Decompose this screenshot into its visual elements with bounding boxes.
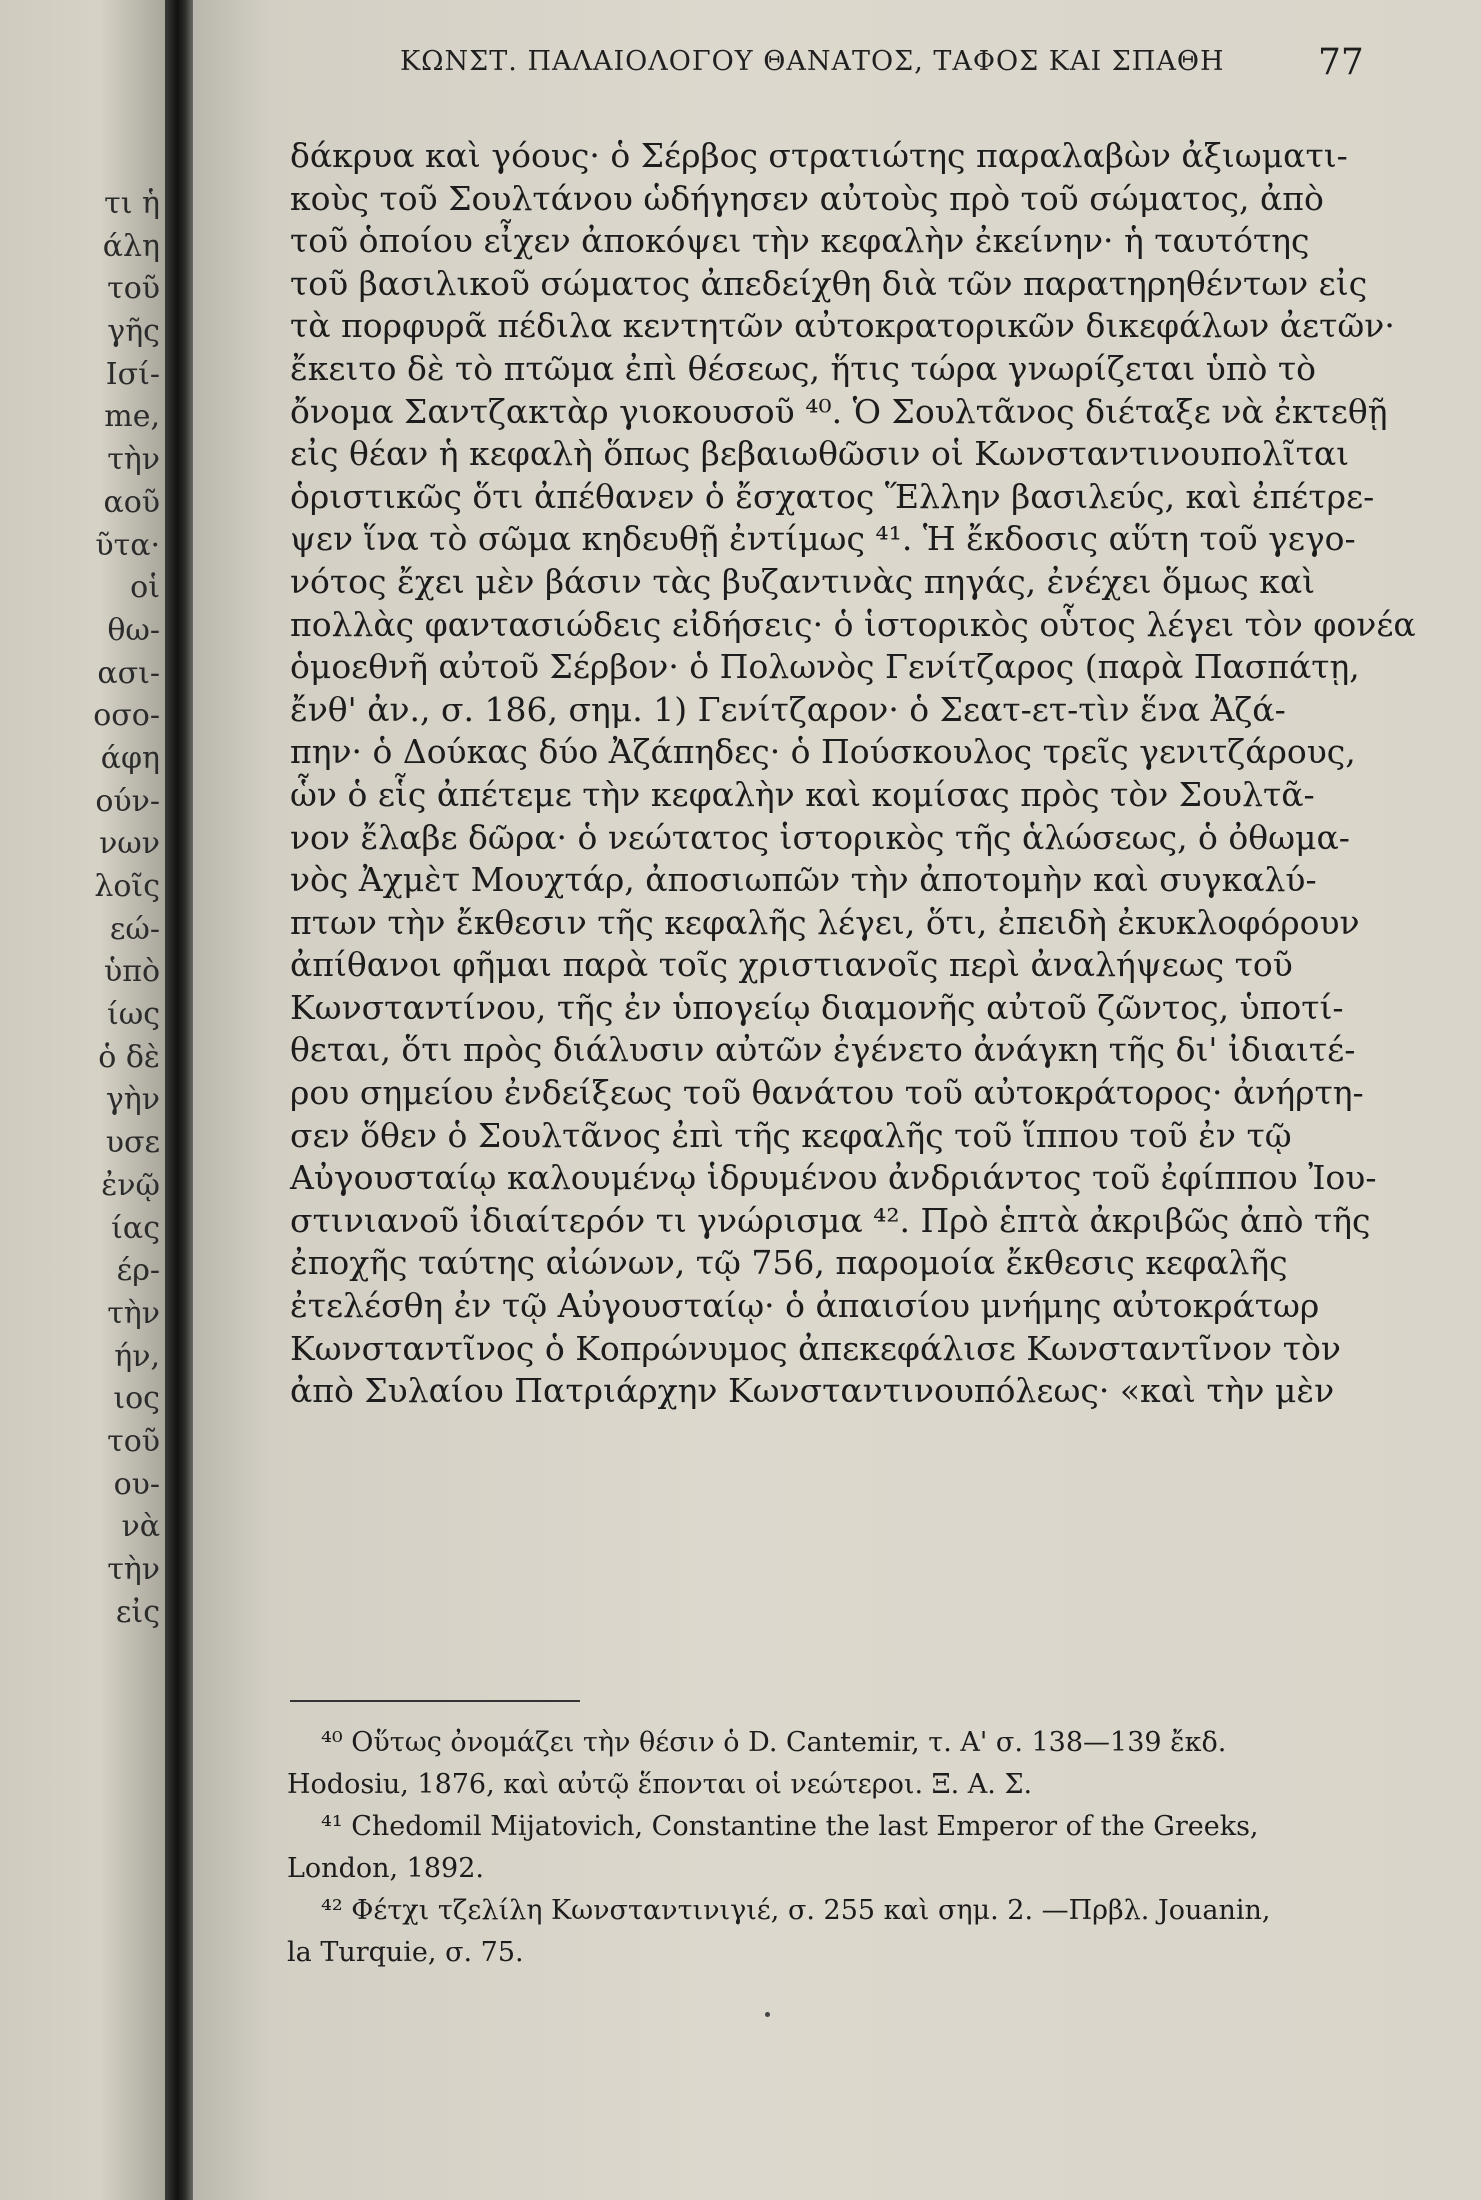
text-line: τὰ πορφυρᾶ πέδιλα κεντητῶν αὐτοκρατορικῶν δικεφάλων ἀετῶν·: [290, 306, 1395, 346]
text-line: ὁμοεθνῆ αὐτοῦ Σέρβον· ὁ Πολωνὸς Γενίτζαρος (παρὰ Πασπάτῃ,: [290, 647, 1360, 687]
main-text: [290, 135, 1416, 1413]
facing-page-fragment: οἱ: [130, 570, 160, 606]
text-line: νότος ἔχει μὲν βάσιν τὰς βυζαντινὰς πηγάς, ἐνέχει ὅμως καὶ: [290, 561, 1316, 601]
text-line: Αὐγουσταίῳ καλουμένῳ ἱδρυμένου ἀνδριάντος τοῦ ἐφίππου Ἰου-: [290, 1158, 1377, 1198]
footnote-line: London, 1892.: [287, 1853, 484, 1884]
facing-page-fragment: τοῦ: [107, 271, 160, 307]
text-line: νὸς Ἀχμὲτ Μουχτάρ, ἀποσιωπῶν τὴν ἀποτομὴν καὶ συγκαλύ-: [290, 860, 1317, 900]
text-line: θεται, ὅτι πρὸς διάλυσιν αὐτῶν ἐγένετο ἀνάγκη τῆς δι' ἰδιαιτέ-: [290, 1030, 1356, 1070]
facing-page-text: [0, 183, 160, 1634]
facing-page-fragment: τοῦ: [107, 1423, 160, 1459]
text-line: τοῦ ὁποίου εἶχεν ἀποκόψει τὴν κεφαλὴν ἐκείνην· ἡ ταυτότης: [290, 221, 1310, 261]
facing-page-fragment: ὁ δὲ: [98, 1039, 160, 1075]
facing-page-fragment: τὴν: [107, 442, 160, 478]
facing-page-fragment: me,: [104, 399, 160, 435]
facing-page-fragment: ίας: [111, 1210, 160, 1246]
text-line: κοὺς τοῦ Σουλτάνου ὡδήγησεν αὐτοὺς πρὸ τοῦ σώματος, ἀπὸ: [290, 178, 1324, 218]
facing-page-fragment: οσο-: [93, 698, 160, 734]
text-line: εἰς θέαν ἡ κεφαλὴ ὅπως βεβαιωθῶσιν οἱ Κωνσταντινουπολῖται: [290, 434, 1350, 474]
facing-page-fragment: ούν-: [95, 783, 160, 819]
facing-page-fragment: λοῖς: [94, 869, 160, 904]
running-head: ΚΩΝΣΤ. ΠΑΛΑΙΟΛΟΓΟΥ ΘΑΝΑΤΟΣ, ΤΑΦΟΣ ΚΑΙ ΣΠΑΘΗ: [400, 46, 1225, 77]
facing-page-fragment: εἰς: [115, 1594, 160, 1630]
facing-page-fragment: ἐνῷ: [101, 1167, 160, 1203]
facing-page-fragment: ασι-: [97, 655, 160, 691]
text-line: ὁριστικῶς ὅτι ἀπέθανεν ὁ ἔσχατος Ἕλλην βασιλεύς, καὶ ἐπέτρε-: [290, 476, 1375, 516]
facing-page-fragment: ῦτα·: [95, 527, 160, 563]
text-line: στινιανοῦ ἰδιαίτερόν τι γνώρισμα ⁴². Πρὸ ἑπτὰ ἀκριβῶς ἀπὸ τῆς: [290, 1200, 1371, 1240]
text-line: ψεν ἵνα τὸ σῶμα κηδευθῇ ἐντίμως ⁴¹. Ἡ ἔκδοσις αὕτη τοῦ γεγο-: [290, 519, 1356, 559]
book-gutter: [165, 0, 193, 2200]
text-line: Κωνσταντίνου, τῆς ἐν ὑπογείῳ διαμονῆς αὐτοῦ ζῶντος, ὑποτί-: [290, 987, 1344, 1027]
facing-page-fragment: ίως: [106, 997, 160, 1033]
text-line: ἔνθ' ἀν., σ. 186, σημ. 1) Γενίτζαρον· ὁ Σεατ-ετ-τὶν ἕνα Ἀζά-: [290, 689, 1286, 729]
footnote-line: Hodosiu, 1876, καὶ αὐτῷ ἕπονται οἱ νεώτεροι. Ξ. Α. Σ.: [287, 1769, 1033, 1800]
text-line: ἐτελέσθη ἐν τῷ Αὐγουσταίῳ· ὁ ἀπαισίου μνήμης αὐτοκράτωρ: [290, 1286, 1320, 1326]
facing-page-fragment: νων: [99, 826, 160, 862]
text-line: δάκρυα καὶ γόους· ὁ Σέρβος στρατιώτης παραλαβὼν ἀξιωματι-: [290, 136, 1348, 175]
facing-page-fragment: ου-: [113, 1466, 160, 1502]
facing-page-fragment: έρ-: [116, 1253, 160, 1289]
ink-speck: [765, 2012, 770, 2017]
facing-page-fragment: τὴν: [107, 1552, 160, 1587]
footnote-rule: [290, 1700, 580, 1702]
facing-page-edge: [0, 0, 165, 2200]
facing-page-fragment: νὰ: [121, 1509, 160, 1545]
footnote-line: ⁴⁰ Οὕτως ὀνομάζει τὴν θέσιν ὁ D. Cantemir, τ. Α' σ. 138—139 ἔκδ.: [321, 1727, 1227, 1758]
text-line: σεν ὅθεν ὁ Σουλτᾶνος ἐπὶ τῆς κεφαλῆς τοῦ ἵππου τοῦ ἐν τῷ: [290, 1115, 1292, 1155]
facing-page-fragment: θω-: [107, 612, 160, 648]
text-line: τοῦ βασιλικοῦ σώματος ἀπεδείχθη διὰ τῶν παρατηρηθέντων εἰς: [290, 263, 1368, 303]
text-line: ἐποχῆς ταύτης αἰώνων, τῷ 756, παρομοία ἔκθεσις κεφαλῆς: [290, 1243, 1288, 1283]
facing-page-fragment: υσε: [105, 1125, 160, 1161]
facing-page-fragment: ήν,: [114, 1338, 160, 1374]
text-line: πτων τὴν ἔκθεσιν τῆς κεφαλῆς λέγει, ὅτι, ἐπειδὴ ἐκυκλοφόρουν: [290, 902, 1360, 942]
facing-page-fragment: εώ-: [109, 911, 160, 947]
text-line: πολλὰς φαντασιώδεις εἰδήσεις· ὁ ἱστορικὸς οὗτος λέγει τὸν φονέα: [290, 604, 1416, 644]
text-line: ἀπίθανοι φῆμαι παρὰ τοῖς χριστιανοῖς περὶ ἀναλήψεως τοῦ: [290, 945, 1293, 985]
footnote-line: la Turquie, σ. 75.: [287, 1937, 524, 1968]
facing-page-fragment: άφη: [100, 740, 160, 776]
facing-page-fragment: γὴν: [105, 1082, 160, 1118]
facing-page-fragment: τι ἡ: [104, 186, 160, 221]
facing-page-fragment: ὑπὸ: [103, 954, 160, 990]
text-line: νον ἔλαβε δῶρα· ὁ νεώτατος ἱστορικὸς τῆς ἁλώσεως, ὁ ὀθωμα-: [290, 817, 1350, 857]
facing-page-fragment: ιος: [113, 1381, 160, 1417]
text-line: πην· ὁ Δούκας δύο Ἀζάπηδες· ὁ Πούσκουλος τρεῖς γενιτζάρους,: [290, 732, 1356, 772]
facing-page-fragment: γῆς: [107, 314, 160, 350]
text-line: ἔκειτο δὲ τὸ πτῶμα ἐπὶ θέσεως, ἥτις τώρα γνωρίζεται ὑπὸ τὸ: [290, 348, 1317, 388]
footnote-line: ⁴¹ Chedomil Mijatovich, Constantine the last Emperor of the Greeks,: [321, 1811, 1259, 1842]
facing-page-fragment: Ισί-: [105, 356, 160, 392]
facing-page-fragment: τὴν: [107, 1295, 160, 1331]
footnotes: [287, 1722, 1362, 1974]
facing-page-fragment: άλη: [102, 228, 160, 264]
text-line: ὄνομα Σαντζακτὰρ γιοκουσοῦ ⁴⁰. Ὁ Σουλτᾶνος διέταξε νὰ ἐκτεθῇ: [290, 391, 1388, 431]
text-line: ρου σημείου ἐνδείξεως τοῦ θανάτου τοῦ αὐτοκράτορος· ἀνήρτη-: [290, 1073, 1364, 1113]
text-line: ἀπὸ Συλαίου Πατριάρχην Κωνσταντινουπόλεως· «καὶ τὴν μὲν: [290, 1371, 1335, 1411]
page-number: 77: [1318, 42, 1364, 83]
text-line: Κωνσταντῖνος ὁ Κοπρώνυμος ἀπεκεφάλισε Κωνσταντῖνον τὸν: [290, 1328, 1341, 1368]
facing-page-fragment: αοῦ: [103, 484, 160, 520]
text-line: ὧν ὁ εἷς ἀπέτεμε τὴν κεφαλὴν καὶ κομίσας πρὸς τὸν Σουλτᾶ-: [290, 774, 1315, 814]
footnote-line: ⁴² Φέτχι τζελίλη Κωνσταντινιγιέ, σ. 255 καὶ σημ. 2. —Πρβλ. Jouanin,: [321, 1895, 1271, 1926]
